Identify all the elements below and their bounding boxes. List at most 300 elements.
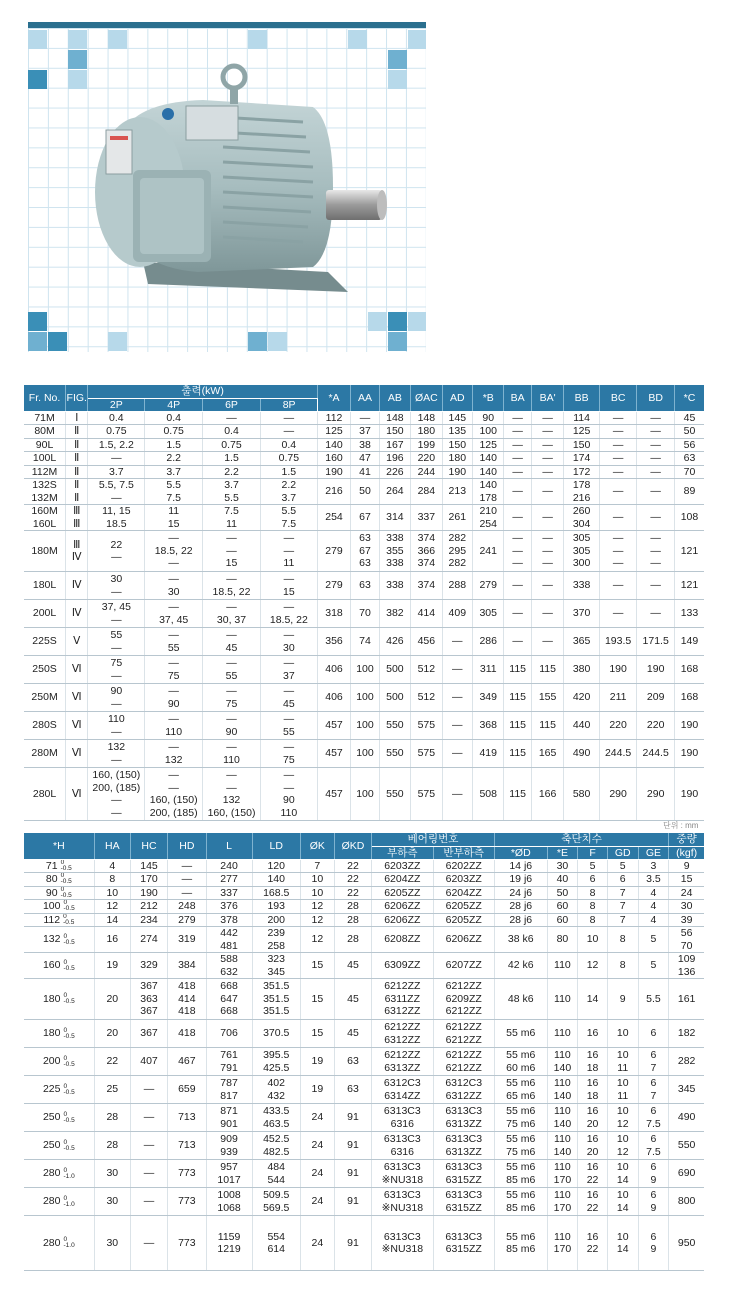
table-cell	[564, 411, 600, 425]
cell-value: 110	[223, 753, 240, 766]
table-cell	[564, 656, 600, 684]
table-cell	[206, 1076, 252, 1104]
table-cell	[531, 438, 563, 452]
table-cell	[379, 712, 410, 740]
cell-value: —	[650, 411, 661, 424]
tolerance-lower: -1.0	[63, 1172, 75, 1180]
cell-value: 75 m6	[506, 1117, 536, 1130]
cell-value: 70	[683, 465, 696, 478]
cell-value: —	[226, 713, 237, 725]
cell-value: 110	[554, 1189, 571, 1201]
cell-value: 110	[554, 992, 571, 1005]
cell-value: 425.5	[263, 1061, 290, 1074]
cell-value: —	[542, 635, 553, 648]
cell-value: 8	[589, 900, 596, 912]
cell-value: Ⅲ	[73, 538, 81, 551]
cell-value: 120	[267, 859, 285, 872]
cell-value: —	[542, 557, 553, 570]
table-cell	[334, 953, 371, 979]
cell-value: —	[226, 769, 237, 781]
cell-value: 115	[539, 719, 556, 732]
cell-value: 282	[448, 532, 467, 545]
cell-value: —	[283, 741, 295, 753]
table-cell	[24, 628, 66, 656]
table-cell	[300, 859, 334, 873]
table-cell	[473, 452, 504, 466]
cell-value: 90L	[35, 438, 54, 451]
table-cell	[145, 656, 203, 684]
table-cell	[168, 859, 206, 873]
table-cell	[334, 886, 371, 900]
table-cell	[317, 768, 350, 821]
table-cell	[473, 425, 504, 439]
cell-value: 544	[267, 1173, 285, 1186]
table-cell	[494, 1160, 547, 1188]
table-cell	[88, 438, 145, 452]
cell-value: 200L	[32, 607, 57, 620]
table-cell	[564, 479, 600, 505]
cell-value: 220	[417, 452, 436, 464]
cell-value: 12	[106, 900, 119, 912]
table-row	[24, 531, 704, 572]
table-cell	[379, 465, 410, 479]
table-cell	[599, 712, 637, 740]
table-cell	[206, 1132, 252, 1160]
cell-value: 440	[572, 719, 591, 732]
table-cell	[379, 740, 410, 768]
cell-value: 378	[220, 913, 238, 926]
table-cell	[494, 1048, 547, 1076]
table-cell	[260, 438, 317, 452]
table-cell	[24, 1188, 94, 1216]
table-cell	[379, 600, 410, 628]
cell-value: 170	[553, 1173, 572, 1186]
cell-value: Ⅵ	[71, 787, 82, 800]
cell-value: 8	[619, 959, 626, 972]
cell-value: 284	[417, 485, 436, 498]
table-cell	[669, 1160, 704, 1188]
table-cell	[252, 1104, 300, 1132]
table-row	[24, 438, 704, 452]
table-cell	[372, 1188, 433, 1216]
table-cell	[547, 900, 578, 914]
table-cell	[24, 913, 94, 927]
table-cell	[638, 1048, 669, 1076]
table-cell	[88, 479, 145, 505]
tolerance-upper: 0	[63, 1026, 68, 1034]
cell-value: 132S	[32, 479, 57, 491]
table-cell	[442, 656, 472, 684]
cell-value: 512	[417, 691, 436, 704]
cell-value: 19	[106, 959, 119, 972]
cell-value: —	[542, 511, 553, 524]
cell-value: 6312ZZ	[445, 1089, 482, 1102]
cell-value: 909	[220, 1133, 238, 1145]
tolerance-upper: 0	[60, 872, 65, 880]
table-cell	[637, 531, 675, 572]
cell-value: 11	[283, 557, 295, 570]
cell-value: 279	[325, 579, 343, 592]
table-cell	[379, 505, 410, 531]
cell-value: 55 m6	[506, 1230, 536, 1243]
table-cell	[433, 873, 494, 887]
tolerance	[64, 1056, 75, 1068]
cell-value: 30, 37	[216, 613, 247, 626]
tolerance-lower: -0.5	[63, 918, 75, 926]
table-cell	[260, 411, 317, 425]
table-cell	[578, 1160, 608, 1188]
cell-value: Ⅴ	[73, 635, 81, 648]
table-cell	[88, 572, 145, 600]
cell-value: 407	[140, 1055, 158, 1068]
table-cell	[88, 452, 145, 466]
table-cell	[607, 979, 638, 1020]
table-cell	[379, 452, 410, 466]
cell-value: —	[612, 532, 624, 545]
cell-value: 22	[586, 1173, 599, 1186]
tolerance	[64, 1084, 75, 1096]
col-dim: BB	[564, 385, 600, 411]
tolerance-lower: -0.5	[63, 1144, 75, 1152]
table-cell	[66, 656, 88, 684]
table-row	[24, 600, 704, 628]
table-cell	[547, 873, 578, 887]
cell-value: 4	[650, 886, 657, 899]
table-cell	[578, 859, 608, 873]
tolerance-upper: 0	[63, 958, 68, 966]
cell-value: —	[542, 607, 553, 620]
cell-value: 178	[572, 479, 591, 491]
table-cell	[252, 1020, 300, 1048]
table-cell	[379, 425, 410, 439]
cell-value: 180	[448, 452, 467, 464]
table-cell	[334, 1132, 371, 1160]
cell-value: —	[542, 465, 553, 478]
table-cell	[433, 1160, 494, 1188]
cell-value: —	[512, 485, 523, 498]
cell-value: 110	[554, 1230, 571, 1243]
table-cell	[411, 465, 442, 479]
cell-value: 24	[311, 1236, 324, 1249]
cell-value: 338	[386, 532, 404, 545]
col-shaft: 축단치수	[494, 833, 668, 846]
cell-value: 8	[589, 886, 596, 899]
cell-value: 318	[325, 607, 343, 620]
cell-value: 30	[167, 585, 180, 598]
table-cell	[637, 452, 675, 466]
table-cell	[94, 913, 130, 927]
table-cell	[637, 600, 675, 628]
table-cell	[547, 1048, 578, 1076]
cell-value: 370	[572, 607, 591, 620]
cell-value: 16	[586, 1049, 599, 1061]
cell-value: 337	[417, 511, 436, 524]
cell-value: 0.75	[106, 425, 127, 437]
cell-value: 132	[107, 741, 126, 753]
cell-value: 6313ZZ	[445, 1145, 482, 1158]
tolerance-lower: -0.5	[63, 998, 75, 1006]
cell-value: 12	[586, 959, 599, 972]
cell-value: —	[143, 1111, 155, 1124]
table-cell	[531, 452, 563, 466]
cell-value: Ⅵ	[71, 719, 82, 732]
cell-value: 647	[220, 992, 238, 1005]
cell-value: 6313C3	[383, 1230, 421, 1243]
cell-value: 220	[646, 719, 665, 732]
cell-value: —	[650, 557, 661, 570]
cell-value: —	[542, 438, 553, 451]
table-cell	[638, 886, 669, 900]
cell-value: 500	[386, 663, 404, 676]
cell-value: 5	[619, 859, 626, 872]
cell-value: 60	[556, 900, 569, 912]
cell-value: 15	[283, 585, 295, 598]
tolerance	[64, 1028, 75, 1040]
table-cell	[66, 600, 88, 628]
cell-value: 8	[619, 933, 626, 946]
cell-value: 90	[482, 411, 495, 424]
table-cell	[494, 1104, 547, 1132]
cell-value: 16	[586, 1189, 599, 1201]
table-cell	[433, 859, 494, 873]
table-cell	[674, 438, 704, 452]
cell-value: 279	[178, 913, 196, 926]
table-cell	[473, 628, 504, 656]
cell-value: 7	[619, 886, 626, 899]
col-shaft-ge: GE	[638, 846, 669, 859]
cell-value: 30	[106, 1167, 119, 1180]
cell-value: 1.5	[166, 438, 181, 451]
cell-value: —	[283, 657, 295, 669]
table-cell	[531, 479, 563, 505]
cell-value: 190	[448, 465, 467, 478]
table-cell	[24, 425, 66, 439]
cell-value: Ⅳ	[71, 579, 82, 592]
table-row	[24, 572, 704, 600]
table-cell	[433, 927, 494, 953]
cell-value: 25	[106, 1083, 119, 1096]
cell-value: 55	[225, 669, 238, 682]
cell-value: 7.5	[646, 1117, 661, 1130]
cell-value: —	[283, 601, 295, 613]
cell-value: 110	[554, 1027, 571, 1040]
table-cell	[638, 1216, 669, 1271]
table-cell	[433, 1132, 494, 1160]
cell-value: 74	[359, 635, 371, 648]
table-cell	[669, 1188, 704, 1216]
cell-value: —	[512, 452, 523, 464]
cell-value: 11	[617, 1089, 629, 1102]
table-cell	[494, 1020, 547, 1048]
cell-value: 45	[683, 411, 696, 424]
cell-value: 136	[677, 965, 696, 978]
table-cell	[351, 740, 379, 768]
table-cell	[317, 505, 350, 531]
cell-value: 338	[386, 579, 404, 592]
cell-value: 5.5	[224, 491, 239, 504]
cell-value: 149	[680, 635, 699, 648]
cell-value: —	[650, 544, 661, 557]
table-cell	[379, 628, 410, 656]
cell-value: 6314ZZ	[384, 1089, 421, 1102]
table-row	[24, 979, 704, 1020]
table1-body	[24, 411, 704, 821]
cell-value: 60	[556, 913, 569, 926]
cell-value: 190	[609, 663, 627, 676]
cell-value: Ⅵ	[71, 747, 82, 760]
cell-value: 100	[356, 787, 374, 800]
cell-value: 580	[572, 787, 591, 800]
table-cell	[379, 531, 410, 572]
table-cell	[260, 768, 317, 821]
table-cell	[637, 505, 675, 531]
table-cell	[669, 859, 704, 873]
cell-value: —	[111, 697, 122, 710]
table-cell	[473, 656, 504, 684]
cell-value: 457	[325, 787, 343, 800]
cell-value: 112	[325, 411, 343, 424]
table-cell	[638, 873, 669, 887]
table-cell	[372, 1020, 433, 1048]
table-cell	[66, 452, 88, 466]
cell-value: 80	[45, 873, 58, 886]
cell-value: 258	[267, 939, 285, 952]
cell-value: 10	[616, 1133, 629, 1145]
cell-value: 0.75	[278, 452, 300, 464]
table-cell	[203, 505, 261, 531]
cell-value: 418	[178, 1005, 196, 1018]
col-shaft-d: *ØD	[494, 846, 547, 859]
cell-value: 16	[586, 1161, 599, 1173]
cell-value: 250M	[31, 691, 58, 704]
cell-value: 295	[448, 544, 467, 557]
cell-value: 110	[554, 959, 571, 972]
table-cell	[351, 712, 379, 740]
table-cell	[300, 1188, 334, 1216]
cell-value: 509.5	[263, 1189, 290, 1201]
cell-value: 7.5	[166, 491, 181, 504]
table-cell	[578, 1020, 608, 1048]
table-cell	[145, 628, 203, 656]
cell-value: 345	[677, 1083, 696, 1096]
table-cell	[669, 953, 704, 979]
cell-value: 250	[42, 1111, 61, 1124]
cell-value: —	[542, 411, 553, 424]
tolerance-upper: 0	[60, 859, 65, 866]
table-cell	[94, 1188, 130, 1216]
table-cell	[607, 1160, 638, 1188]
cell-value: —	[512, 635, 523, 648]
table-cell	[531, 572, 563, 600]
cell-value: —	[168, 601, 179, 613]
cell-value: Ⅱ	[74, 479, 80, 491]
cell-value: 24	[311, 1139, 324, 1152]
table-cell	[88, 768, 145, 821]
cell-value: 761	[220, 1049, 238, 1061]
cell-value: 338	[386, 557, 404, 570]
table-cell	[547, 953, 578, 979]
table-cell	[504, 452, 531, 466]
table-cell	[130, 1132, 167, 1160]
cell-value: 115	[509, 663, 527, 676]
cell-value: —	[283, 629, 295, 641]
cell-value: 490	[572, 747, 591, 760]
table-cell	[578, 1188, 608, 1216]
table-cell	[24, 505, 66, 531]
table-cell	[88, 465, 145, 479]
table-cell	[145, 740, 203, 768]
table-cell	[300, 1216, 334, 1271]
table-cell	[473, 600, 504, 628]
table-cell	[145, 479, 203, 505]
table-cell	[66, 479, 88, 505]
table-cell	[637, 438, 675, 452]
cell-value: 3.7	[281, 491, 297, 504]
cell-value: 457	[325, 747, 343, 760]
tolerance-lower: -0.5	[60, 864, 72, 872]
cell-value: 30	[106, 1195, 119, 1208]
cell-value: 9	[619, 992, 626, 1005]
table-cell	[379, 411, 410, 425]
table-cell	[372, 1160, 433, 1188]
cell-value: 632	[220, 965, 238, 978]
table-cell	[411, 531, 442, 572]
table-cell	[638, 1188, 669, 1216]
table-cell	[88, 600, 145, 628]
table-cell	[24, 953, 94, 979]
cell-value: 125	[572, 425, 591, 437]
table-cell	[599, 684, 637, 712]
cell-value: 6	[650, 1133, 657, 1145]
cell-value: 19	[311, 1055, 324, 1068]
cell-value: 280	[42, 1236, 61, 1249]
cell-value: Ⅳ	[71, 551, 82, 563]
table-cell	[638, 913, 669, 927]
tolerance-upper: 0	[63, 1138, 68, 1146]
cell-value: 108	[680, 511, 699, 524]
cell-value: 75	[225, 697, 238, 710]
electric-motor-image	[28, 22, 426, 352]
table-cell	[442, 479, 472, 505]
table-row	[24, 452, 704, 466]
cell-value: 370.5	[263, 1027, 290, 1040]
cell-value: 100	[356, 691, 374, 704]
cell-value: —	[111, 669, 122, 682]
table-cell	[334, 1216, 371, 1271]
cell-value: 112	[43, 913, 61, 926]
table-cell	[145, 425, 203, 439]
cell-value: 6205ZZ	[384, 886, 421, 899]
cell-value: 15	[311, 959, 324, 972]
table-cell	[203, 628, 261, 656]
table-cell	[494, 886, 547, 900]
cell-value: 5	[650, 959, 657, 972]
table-cell	[564, 768, 600, 821]
cell-value: 395.5	[263, 1049, 290, 1061]
table-cell	[599, 438, 637, 452]
cell-value: —	[283, 769, 295, 781]
table-cell	[252, 859, 300, 873]
cell-value: 300	[572, 557, 591, 570]
cell-value: 5	[589, 859, 596, 872]
table-cell	[599, 425, 637, 439]
cell-value: 55	[167, 641, 180, 654]
cell-value: 150	[572, 438, 591, 451]
cell-value: 15	[311, 1027, 324, 1040]
cell-value: 18.5, 22	[154, 544, 193, 557]
table-cell	[206, 1160, 252, 1188]
table-cell	[130, 1104, 167, 1132]
